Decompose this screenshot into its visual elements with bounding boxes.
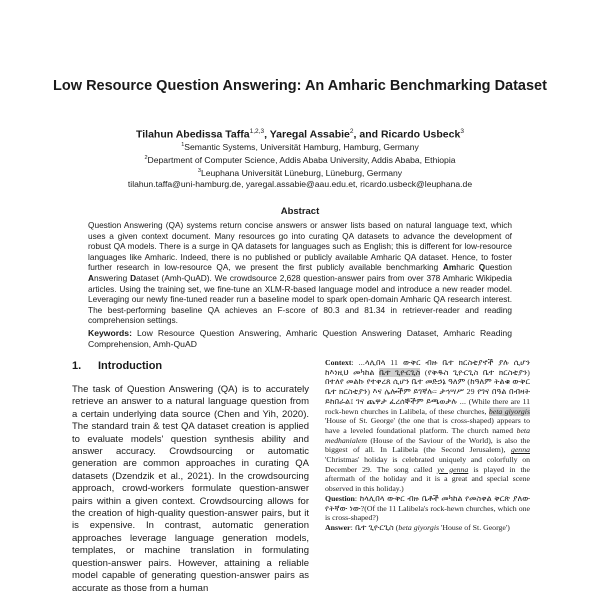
answer-label: Answer bbox=[325, 522, 351, 532]
keywords-label: Keywords: bbox=[88, 328, 132, 338]
keywords-text: Low Resource Question Answering, Amharic Question Answering Dataset, Amharic Reading Comprehension, Amh-QuAD bbox=[88, 328, 512, 349]
author-affil-sup: 3 bbox=[460, 128, 464, 135]
abstract-body bbox=[88, 220, 512, 326]
context-translation: (House of the Saviour of the World), is also the biggest of all. In Lalibela (the Second Jerusalem), bbox=[325, 435, 530, 455]
answer-translation: ( bbox=[393, 522, 399, 532]
author-affil-sup: 2 bbox=[349, 128, 354, 135]
context-translation-highlight: beta giyorgis bbox=[488, 406, 530, 416]
context-translation: is played in the aftermath of the holiday and it is a great and special scene observed in this holiday.) bbox=[325, 464, 530, 494]
qa-example-figure bbox=[325, 358, 530, 604]
affil-sup: 3 bbox=[197, 168, 201, 175]
abstract-acronym-letter: Q bbox=[478, 262, 486, 273]
context-translation-underline: genna bbox=[510, 445, 530, 455]
context-answer-highlight: ቤተ ጊዮርጊስ bbox=[379, 367, 421, 377]
context-translation: 'House of St. George' (the one that is cross-shaped) appears to have a leveled foundational platform. The church named bbox=[325, 416, 530, 435]
abstract-text: Question Answering (QA) systems return concise answers or answer lists based on natural language text, which uses a given context document. Many resources go into curating QA datasets to advance the development of robust QA models. There is a surge in QA datasets for languages such as English; this is different for low-resource languages like Amharic. Indeed, there is no published or publicly available Amharic QA dataset. Hence, to foster further research in low-resource QA, we present the first publicly available benchmarking bbox=[88, 220, 512, 273]
affiliation-line bbox=[20, 166, 580, 179]
question-label: Question bbox=[325, 493, 355, 503]
abstract-acronym-letter: A bbox=[88, 272, 94, 283]
abstract-acronym-letter: D bbox=[130, 272, 137, 283]
author-affil-sup: 1,2,3 bbox=[249, 128, 265, 135]
abstract-heading: Abstract bbox=[280, 206, 320, 217]
introduction-text: The task of Question Answering (QA) is to accurately retrieve an answer to a natural language question from a certain underlying data source (Chen and Yih, 2020). The standard train & test QA dataset creation is applied to evaluate models' question synthesis ability and answer accuracy. Crowdsourcing or automatic generation are common approaches in curating QA datasets (Dzendzik et al., 2021). In the crowdsourcing approach, crowd-workers formulate question-answer pairs within a given context. Crowdsourcing allows for the creation of high-quality question-answer pairs, but it is expensive. In contrast, automatic generation approaches leverage language generation models, templates, or machine translation in formulating question-answer pairs. However, attaining a reliable model capable of generating question-answer pairs as accurate as those from a human bbox=[72, 384, 309, 594]
author-emails: tilahun.taffa@uni-hamburg.de, yaregal.assabie@aau.edu.et, ricardo.usbeck@leuphana.de bbox=[127, 179, 473, 190]
affiliation-line bbox=[20, 153, 580, 166]
context-label: Context bbox=[325, 358, 352, 367]
context-translation-italic: beta medhanialem bbox=[325, 425, 530, 445]
affiliation-line bbox=[20, 140, 580, 153]
answer-translation-italic: beta giyorgis bbox=[398, 522, 440, 532]
answer-amharic: : ቤተ ጊዮርጊስ bbox=[350, 522, 394, 532]
author-name: Tilahun Abedissa Taffa bbox=[136, 128, 250, 141]
paper-title: Low Resource Question Answering: An Amharic Benchmarking Dataset bbox=[53, 78, 547, 94]
context-translation: (While there are 11 rock-hewn churches in Lalibela, of these churches, bbox=[325, 396, 530, 416]
affil-sup: 1 bbox=[181, 142, 185, 148]
context-translation-underline: ye genna bbox=[437, 464, 469, 474]
affiliations bbox=[20, 140, 580, 191]
figure-answer bbox=[325, 523, 530, 533]
abstract-text: ataset (Amh-QuAD). We crowdsource 2,628 question-answer pairs from over 378 Amharic Wikipedia articles. Using the training set, we fine-tune an XLM-R-based language model and introduce a new reader model. Leveraging our newly fine-tuned reader run a baseline model to spark open-domain Amharic QA research interest. The best-performing baseline QA achieves an F-score of 80.3 and 81.34 in retriever-reader and reading comprehension settings. bbox=[88, 272, 512, 326]
context-amharic: : ...ላሊበላ 11 ውቅር ብዙ ቤተ ክርስቲያኖች ያሉ ሲሆን ከእነዚህ መካከል bbox=[325, 358, 530, 377]
figure-context bbox=[325, 358, 530, 494]
section-heading bbox=[72, 360, 162, 372]
affil-text: Semantic Systems, Universität Hamburg, Hamburg, Germany bbox=[184, 141, 419, 152]
abstract-text: haric bbox=[456, 262, 479, 273]
author-sep: , bbox=[264, 128, 270, 141]
context-amharic: (የቅዱስ ጊዮርጊስ ቤተ ክርስቲያን) በተለየ መልኩ የተቀረጸ ሲሆን ቤተ መድኃኔ ዓለም (ከዓለም ትልቁ ውቅር ቤተ ክርስቲያን) እና ሌሎችም ይገኛሉ። ታኅሣሥ 29 የገና በዓል በብዛት ይከበራል፤ ገና ጨዋታ ፈረሰኞችም ይጫወታሉ ... bbox=[325, 367, 530, 406]
abstract-text: uestion bbox=[485, 262, 512, 273]
context-translation: 'Christmas' holiday is celebrated uniquely and colorfully on December 29. The song called bbox=[325, 455, 530, 474]
section-title: Introduction bbox=[98, 360, 163, 372]
question-translation: (Of the 11 Lalibela's rock-hewn churches, which one is cross-shaped?) bbox=[325, 503, 530, 523]
author-sep: , and bbox=[353, 128, 381, 141]
keywords bbox=[88, 328, 512, 350]
affil-text: Department of Computer Science, Addis Ababa University, Addis Ababa, Ethiopia bbox=[147, 155, 456, 166]
answer-translation: 'House of St. George') bbox=[439, 522, 510, 532]
affil-text: Leuphana Universität Lüneburg, Lüneburg, Germany bbox=[200, 168, 403, 179]
abstract-text: nswering bbox=[94, 272, 131, 283]
affil-sup: 2 bbox=[144, 155, 148, 162]
author-name: Yaregal Assabie bbox=[269, 128, 350, 141]
section-number: 1. bbox=[72, 360, 82, 372]
author-name: Ricardo Usbeck bbox=[380, 128, 461, 141]
abstract-acronym-letter: Am bbox=[442, 262, 457, 273]
question-amharic: : ከላሊበላ ውቅር ብዙ ቤቶች መካከል የመስቀል ቅርጽ ያለው የትኛው ነው? bbox=[325, 493, 530, 513]
figure-question bbox=[325, 494, 530, 523]
